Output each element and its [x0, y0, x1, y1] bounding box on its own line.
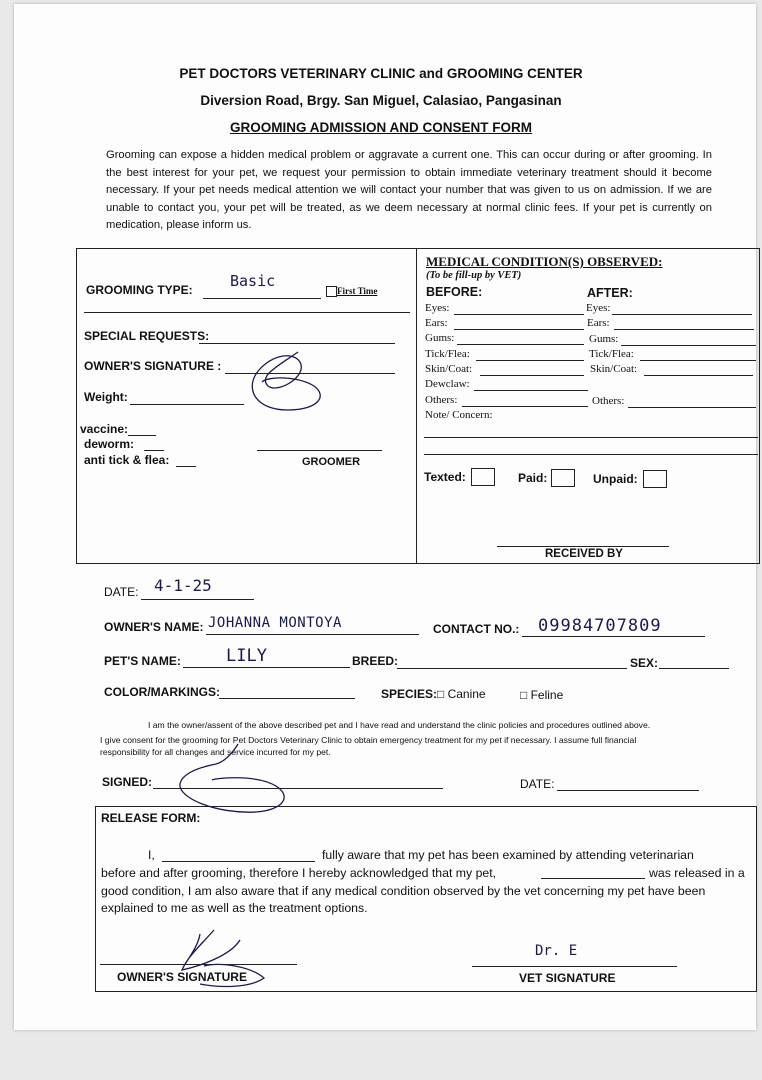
release-owner-signature-label: OWNER'S SIGNATURE: [117, 970, 247, 984]
release-owner-signature-scribble: [170, 926, 270, 990]
weight-label: Weight:: [84, 390, 128, 404]
intro-paragraph: Grooming can expose a hidden medical problem or aggravate a current one. This can occur during or after grooming. In the best interest for your pet, we request your permission to obtain immediate veterinary treatment should it become necessary. If your pet needs medical attention we will contact your number that was given to us on admission. If we are unable to contact you, your pet will be treated, as we deem necessary at normal clinic fees. If your pet is currently on medication, please inform us.: [106, 149, 712, 231]
before-others-line[interactable]: [462, 406, 588, 407]
release-name-line[interactable]: [162, 861, 315, 862]
before-ears-line[interactable]: [454, 329, 584, 330]
special-requests-line[interactable]: [199, 343, 395, 344]
texted-label: Texted:: [424, 470, 466, 484]
box-divider: [416, 248, 417, 563]
release-i: I,: [148, 848, 155, 862]
groomer-line[interactable]: [257, 450, 382, 451]
before-dewclaw: Dewclaw:: [425, 378, 470, 390]
sex-label: SEX:: [630, 656, 659, 670]
note-line-1[interactable]: [424, 437, 758, 438]
after-tick-line[interactable]: [640, 360, 756, 361]
unpaid-checkbox[interactable]: [643, 470, 667, 488]
clinic-address: Diversion Road, Brgy. San Miguel, Calasiao, Pangasinan: [200, 93, 562, 108]
release-pet-line[interactable]: [541, 878, 645, 879]
groomer-label: GROOMER: [302, 456, 361, 468]
vet-handwritten-initials: Dr. E: [535, 943, 578, 959]
signed-label: SIGNED:: [102, 775, 153, 789]
after-others-line[interactable]: [628, 407, 756, 408]
medical-subtitle: (To be fill-up by VET): [426, 270, 522, 281]
pet-name-label: PET'S NAME:: [104, 654, 181, 668]
consent-line-2: I give consent for the grooming for Pet Doctors Veterinary Clinic to obtain emergency treatment for my pet if necessary. I assume full financial: [100, 735, 637, 745]
date-value: 4-1-25: [154, 576, 212, 595]
after-ears-line[interactable]: [614, 329, 754, 330]
deworm-label: deworm:: [84, 437, 135, 451]
color-markings-label: COLOR/MARKINGS:: [104, 685, 220, 699]
consent-date-line[interactable]: [557, 790, 699, 791]
unpaid-label: Unpaid:: [593, 472, 638, 486]
paid-checkbox[interactable]: [551, 469, 575, 487]
before-skin: Skin/Coat:: [425, 363, 473, 375]
details-divider: [76, 563, 758, 564]
before-label: BEFORE:: [426, 285, 483, 299]
contact-line[interactable]: [522, 636, 705, 637]
contact-label: CONTACT NO.:: [433, 622, 520, 636]
owner-name-label: OWNER'S NAME:: [104, 620, 204, 634]
weight-line[interactable]: [130, 404, 244, 405]
species-label: SPECIES:: [381, 687, 438, 701]
release-text-1: fully aware that my pet has been examined by attending veterinarian: [322, 848, 694, 862]
pet-name-line[interactable]: [183, 667, 350, 668]
vet-signature-label: VET SIGNATURE: [519, 971, 616, 985]
grooming-type-value: Basic: [230, 272, 276, 290]
after-eyes: Eyes:: [586, 302, 611, 314]
breed-line[interactable]: [397, 668, 627, 669]
note-line-2[interactable]: [424, 454, 758, 455]
after-tick: Tick/Flea:: [589, 348, 634, 360]
after-skin: Skin/Coat:: [590, 363, 638, 375]
owner-name-value: JOHANNA MONTOYA: [208, 615, 342, 631]
date-line[interactable]: [141, 599, 254, 600]
release-text-3: good condition, I am also aware that if any medical condition observed by the vet concerning my pet have been: [101, 884, 706, 898]
consent-line-3: responsibility for all changes and service incurred for my pet.: [100, 747, 331, 757]
after-skin-line[interactable]: [644, 375, 753, 376]
breed-label: BREED:: [352, 654, 399, 668]
texted-checkbox[interactable]: [471, 468, 495, 486]
grooming-type-line[interactable]: [203, 298, 321, 299]
medical-title: MEDICAL CONDITION(S) OBSERVED:: [426, 254, 663, 269]
owner-name-line[interactable]: [206, 634, 419, 635]
after-gums-line[interactable]: [621, 345, 756, 346]
consent-line-1: I am the owner/assent of the above described pet and I have read and understand the clinic policies and procedures outlined above.: [148, 720, 651, 730]
owner-signature-scribble: [248, 346, 338, 416]
before-eyes-line[interactable]: [454, 314, 584, 315]
paid-label: Paid:: [518, 471, 548, 485]
date-label: DATE:: [104, 585, 139, 599]
release-text-2b: was released in a: [649, 866, 745, 880]
after-others: Others:: [592, 395, 625, 407]
before-others: Others:: [425, 394, 458, 406]
form-title: GROOMING ADMISSION AND CONSENT FORM: [230, 120, 532, 135]
received-by-line[interactable]: [497, 546, 669, 547]
color-markings-line[interactable]: [219, 698, 355, 699]
feline-option[interactable]: □ Feline: [520, 688, 564, 702]
anti-tick-label: anti tick & flea:: [84, 453, 170, 467]
before-eyes: Eyes:: [425, 302, 450, 314]
received-by-label: RECEIVED BY: [545, 548, 623, 560]
anti-tick-line[interactable]: [176, 466, 196, 467]
before-ears: Ears:: [425, 317, 448, 329]
vaccine-label: vaccine:: [80, 422, 129, 436]
before-dewclaw-line[interactable]: [474, 390, 588, 391]
special-requests-label: SPECIAL REQUESTS:: [84, 329, 210, 343]
deworm-line[interactable]: [144, 450, 164, 451]
release-text-4: explained to me as well as the treatment options.: [101, 901, 368, 915]
grooming-type-line-2[interactable]: [84, 312, 410, 313]
clinic-name: PET DOCTORS VETERINARY CLINIC and GROOMING CENTER: [179, 66, 583, 81]
consent-date-label: DATE:: [520, 777, 555, 791]
release-text-2a: before and after grooming, therefore I hereby acknowledged that my pet,: [101, 866, 497, 880]
first-time-label: First Time: [337, 286, 378, 296]
contact-value: 09984707809: [538, 616, 662, 636]
after-ears: Ears:: [587, 317, 610, 329]
before-gums-line[interactable]: [457, 344, 584, 345]
before-tick: Tick/Flea:: [425, 348, 470, 360]
release-title: RELEASE FORM:: [101, 811, 201, 825]
after-eyes-line[interactable]: [612, 314, 752, 315]
note-concern: Note/ Concern:: [425, 409, 493, 421]
after-label: AFTER:: [587, 286, 633, 300]
vaccine-line[interactable]: [128, 435, 156, 436]
sex-line[interactable]: [659, 668, 729, 669]
owner-signature-label: OWNER'S SIGNATURE :: [84, 359, 222, 373]
pet-name-value: LILY: [226, 646, 267, 666]
grooming-type-label: GROOMING TYPE:: [86, 283, 193, 297]
vet-sign-line[interactable]: [472, 966, 677, 967]
canine-option[interactable]: □ Canine: [437, 687, 486, 701]
before-gums: Gums:: [425, 332, 455, 344]
first-time-checkbox[interactable]: [326, 286, 337, 297]
release-line-1: [148, 848, 155, 862]
after-gums: Gums:: [589, 333, 619, 345]
before-tick-line[interactable]: [476, 360, 584, 361]
before-skin-line[interactable]: [480, 375, 584, 376]
